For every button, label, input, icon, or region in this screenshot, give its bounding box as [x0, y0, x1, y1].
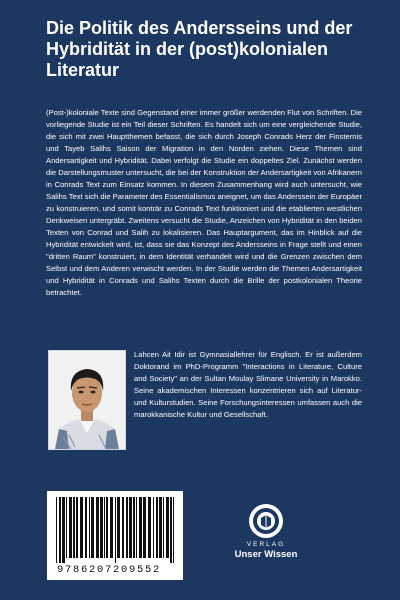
- isbn-barcode: [47, 491, 183, 580]
- book-title: Die Politik des Andersseins und der Hybridität in der (post)kolonialen Literatur: [46, 18, 353, 80]
- publisher-emblem-icon: [228, 502, 304, 540]
- author-photo: [48, 350, 126, 450]
- publisher-name: Unser Wissen: [234, 549, 298, 560]
- publisher-logo: [228, 502, 304, 582]
- book-description: (Post-)koloniale Texte sind Gegenstand einer immer größer werdenden Flut von Schriften. Die vorliegende Studie ist ein Teil dieser Schriften. Es handelt sich um eine vergleichende Studie, die sich mit zwei Hauptthemen befasst, die sich durch Joseph Conrads Herz der Finsternis und Tayeb Salihs Saison der Migration in den Norden ziehen. Diese Themen sind Andersartigkeit und Hybridität. Dabei verfolgt die Studie ein doppeltes Ziel. Zunächst werden die Darstellungsmuster untersucht, die bei der Konstruktion der Andersartigkeit von Afrikanern in Conrads Text zum Einsatz kommen. In diesem Zusammenhang wird auch untersucht, wie Salihs Text sich die Parameter des Essentialismus aneignet, um das Anderssein der Europäer zu konstruieren, und somit konträr zu Conrads Text funktioniert und die etablierten westlichen Denkweisen untergräbt. Zweitens versucht die Studie, Anzeichen von Hybridität in den beiden Texten von Conrad und Salih zu lokalisieren. Das Hauptargument, das im Hinblick auf die Hybridität entwickelt wird, ist, dass sie das Konzept des Andersseins in Frage stellt und einen "dritten Raum" konstruiert, in dem Identität verhandelt wird und die Grenzen zwischen dem Selbst und dem Anderen verwischt werden. In der Studie werden die Themen Andersartigkeit und Hybridität in Conrads und Salihs Texten durch die Brille der postkolonialen Theorie betrachtet.: [46, 108, 362, 297]
- isbn-digits: 9786207209552: [57, 564, 162, 576]
- author-biography: Lahcen Ait Idir ist Gymnasiallehrer für Englisch. Er ist außerdem Doktorand im PhD-Programm "Interactions in Literature, Culture and Society" an der Sultan Moulay Slimane University in Marokko. Seine akademischen Interessen konzentrieren sich auf Literatur- und Kulturstudien. Seine Forschungsinteressen umfassen auch die marokkanische Kultur und Gesellschaft.: [134, 350, 362, 419]
- publisher-verlag-label: VERLAG: [246, 541, 286, 548]
